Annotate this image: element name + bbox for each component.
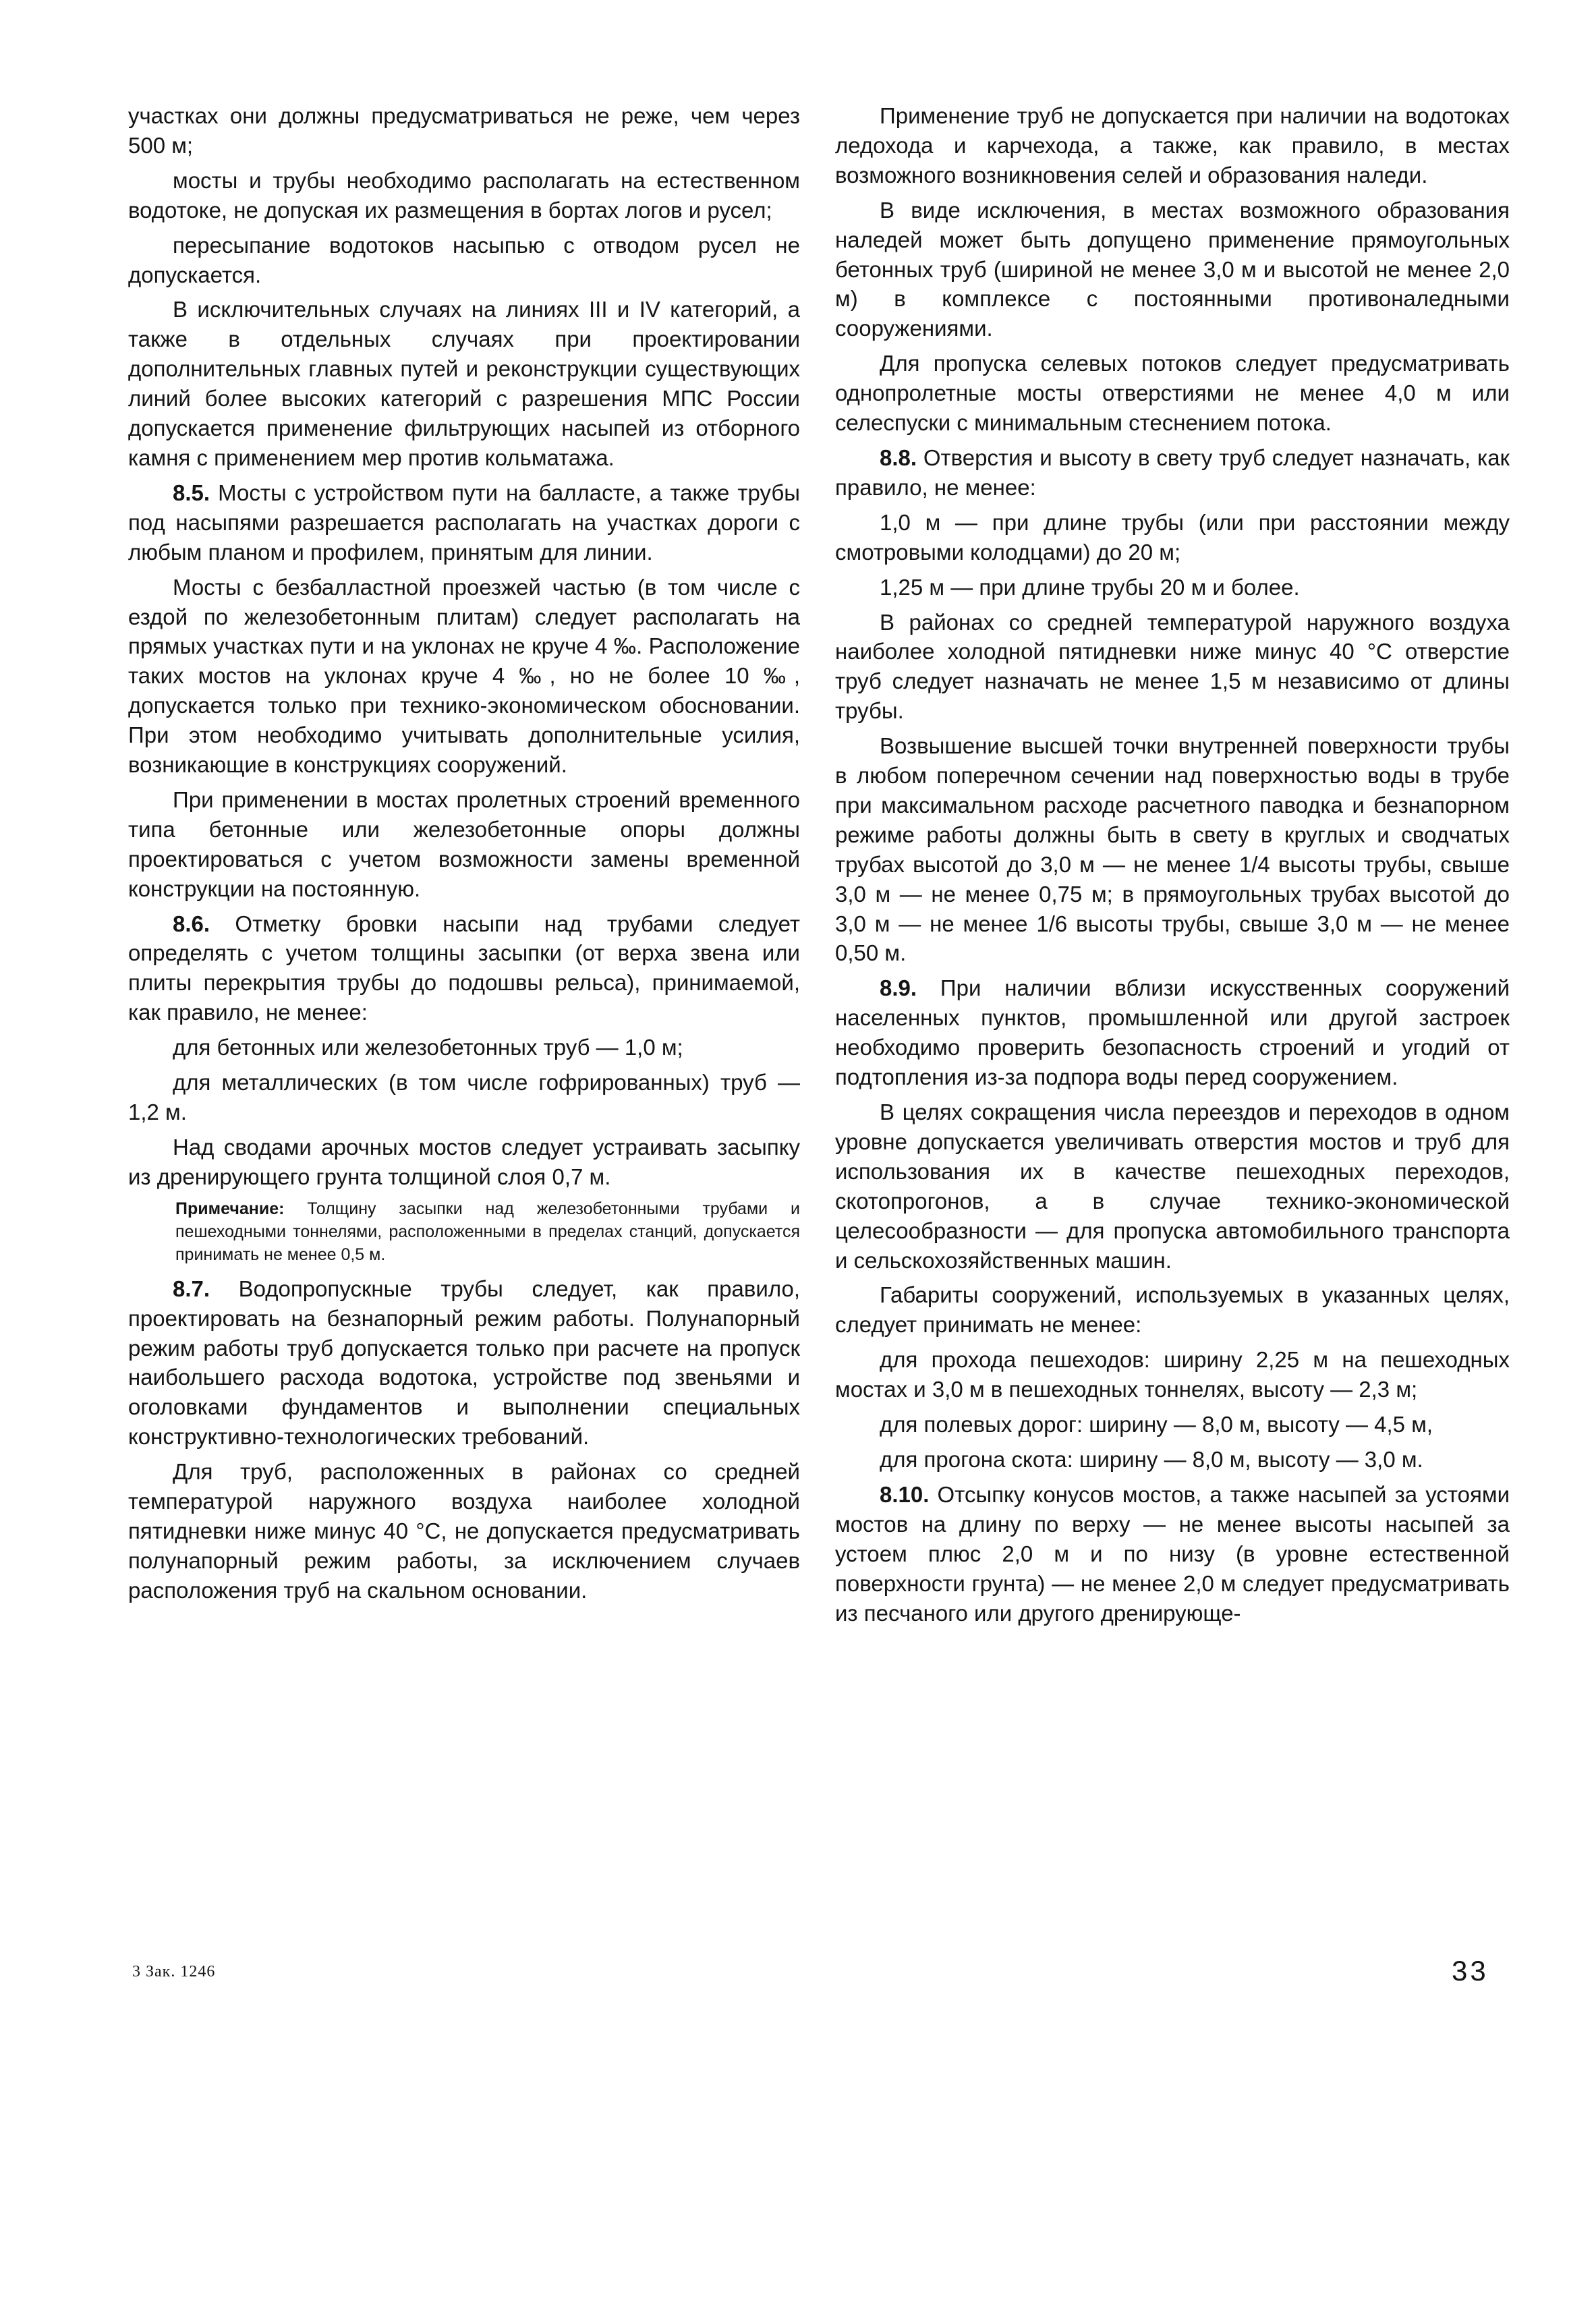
paragraph: В целях сокращения числа переездов и переходов в одном уровне допускается увеличивать отверстия мостов и труб для использования их в качестве пешеходных переходов, скотопрогонов, а в случае технико-экономической целесообразности — для пропуска автомобильного транспорта и сельскохозяйственных машин. (835, 1100, 1510, 1273)
section-text: При наличии вблизи искусственных сооружений населенных пунктов, промышленной или другой застроек необходимо проверить безопасность строений и угодий от подтопления из-за подпора воды перед сооружением. (835, 975, 1510, 1090)
section-number: 8.6. (173, 911, 210, 936)
paragraph: для бетонных или железобетонных труб — 1,0 м; (173, 1035, 683, 1060)
paragraph: для металлических (в том числе гофрированных) труб — 1,2 м. (128, 1070, 800, 1124)
print-order-code: 3 Зак. 1246 (132, 1963, 216, 1980)
section-8-7 (128, 1274, 800, 1452)
section-number: 8.10. (880, 1481, 930, 1507)
note (175, 1197, 800, 1266)
paragraph: для прогона скота: ширину — 8,0 м, высоту — 3,0 м. (880, 1446, 1423, 1472)
note-text: Толщину засыпки над железобетонными трубами и пешеходными тоннелями, расположенными в пределах станций, допускается принимать не менее 0,5 м. (175, 1199, 800, 1264)
paragraph: 1,25 м — при длине трубы 20 м и более. (880, 574, 1300, 600)
paragraph: мосты и трубы необходимо располагать на естественном водотоке, не допуская их размещения в бортах логов и русел; (128, 167, 800, 223)
section-text: Отверстия и высоту в свету труб следует назначать, как правило, не менее: (835, 445, 1510, 500)
section-number: 8.5. (173, 480, 210, 505)
paragraph: пересыпание водотоков насыпью с отводом русел не допускается. (128, 232, 800, 287)
section-8-8 (835, 443, 1510, 503)
paragraph: Над сводами арочных мостов следует устраивать засыпку из дренирующего грунта толщиной слоя 0,7 м. (128, 1134, 800, 1189)
section-8-6 (128, 909, 800, 1028)
section-8-5 (128, 478, 800, 567)
right-text-column (835, 101, 1510, 1633)
paragraph: В районах со средней температурой наружного воздуха наиболее холодной пятидневки ниже минус 40 °С отверстие труб следует назначать не менее 1,5 м независимо от длины трубы. (835, 609, 1510, 724)
paragraph: 1,0 м — при длине трубы (или при расстоянии между смотровыми колодцами) до 20 м; (835, 509, 1510, 565)
page-number: 33 (1452, 1955, 1489, 1987)
paragraph: В исключительных случаях на линиях III и IV категорий, а также в отдельных случаях при проектировании дополнительных главных путей и реконструкции существующих линий более высоких категорий с разрешения МПС России допускается применение фильтрующих насыпей из отборного камня с применением мер против кольматажа. (128, 297, 800, 470)
section-number: 8.7. (173, 1276, 210, 1301)
paragraph: Габариты сооружений, используемых в указанных целях, следует принимать не менее: (835, 1282, 1510, 1338)
section-text: Отметку бровки насыпи над трубами следует определять с учетом толщины засыпки (от верха звена или плиты перекрытия трубы до подошвы рельса), принимаемой, как правило, не менее: (128, 911, 800, 1025)
note-label: Примечание: (175, 1199, 285, 1218)
paragraph: Возвышение высшей точки внутренней поверхности трубы в любом поперечном сечении над поверхностью воды в трубе при максимальном расходе расчетного паводка и безнапорном режиме работы должны быть в свету в круглых и сводчатых трубах высотой до 3,0 м — не менее 1/4 высоты трубы, свыше 3,0 м — не менее 0,75 м; в прямоугольных трубах высотой до 3,0 м — не менее 1/6 высоты трубы, свыше 3,0 м — не менее 0,50 м. (835, 733, 1510, 966)
paragraph: При применении в мостах пролетных строений временного типа бетонные или железобетонные опоры должны проектироваться с учетом возможности замены временной конструкции на постоянную. (128, 787, 800, 901)
section-text: Мосты с устройством пути на балласте, а также трубы под насыпями разрешается располагать на участках дороги с любым планом и профилем, принятым для линии. (128, 480, 800, 565)
paragraph: участках они должны предусматриваться не реже, чем через 500 м; (128, 103, 800, 158)
section-8-10 (835, 1480, 1510, 1628)
paragraph: для прохода пешеходов: ширину 2,25 м на пешеходных мостах и 3,0 м в пешеходных тоннелях, высоту — 2,3 м; (835, 1347, 1510, 1402)
section-number: 8.9. (880, 975, 917, 1001)
section-8-9 (835, 973, 1510, 1092)
left-text-column (128, 101, 800, 1611)
paragraph: Для пропуска селевых потоков следует предусматривать однопролетные мосты отверстиями не менее 4,0 м или селеспуски с минимальным стеснением потока. (835, 351, 1510, 436)
paragraph: Мосты с безбалластной проезжей частью (в том числе с ездой по железобетонным плитам) следует располагать на прямых участках пути и на уклонах не круче 4 ‰. Расположение таких мостов на уклонах круче 4 ‰, но не более 10 ‰, допускается только при технико-экономическом обосновании. При этом необходимо учитывать дополнительные усилия, возникающие в конструкциях сооружений. (128, 574, 800, 778)
paragraph: Применение труб не допускается при наличии на водотоках ледохода и карчехода, а также, как правило, в местах возможного возникновения селей и образования наледи. (835, 103, 1510, 188)
paragraph: В виде исключения, в местах возможного образования наледей может быть допущено применение прямоугольных бетонных труб (шириной не менее 3,0 м и высотой не менее 2,0 м) в комплексе с постоянными противоналедными сооружениями. (835, 197, 1510, 341)
section-number: 8.8. (880, 445, 917, 470)
paragraph: для полевых дорог: ширину — 8,0 м, высоту — 4,5 м, (880, 1412, 1433, 1437)
section-text: Водопропускные трубы следует, как правило, проектировать на безнапорный режим работы. Полунапорный режим работы труб допускается только при расчете на пропуск наибольшего расхода водотока, устройстве под звеньями и оголовками фундаментов и выполнении специальных конструктивно-технологических требований. (128, 1276, 800, 1450)
paragraph: Для труб, расположенных в районах со средней температурой наружного воздуха наиболее холодной пятидневки ниже минус 40 °С, не допускается предусматривать полунапорный режим работы, за исключением случаев расположения труб на скальном основании. (128, 1459, 800, 1603)
section-text: Отсыпку конусов мостов, а также насыпей за устоями мостов на длину по верху — не менее высоты насыпей за устоем плюс 2,0 м и по низу (в уровне естественной поверхности грунта) — не менее 2,0 м следует предусматривать из песчаного или другого дренирующе- (835, 1481, 1510, 1626)
